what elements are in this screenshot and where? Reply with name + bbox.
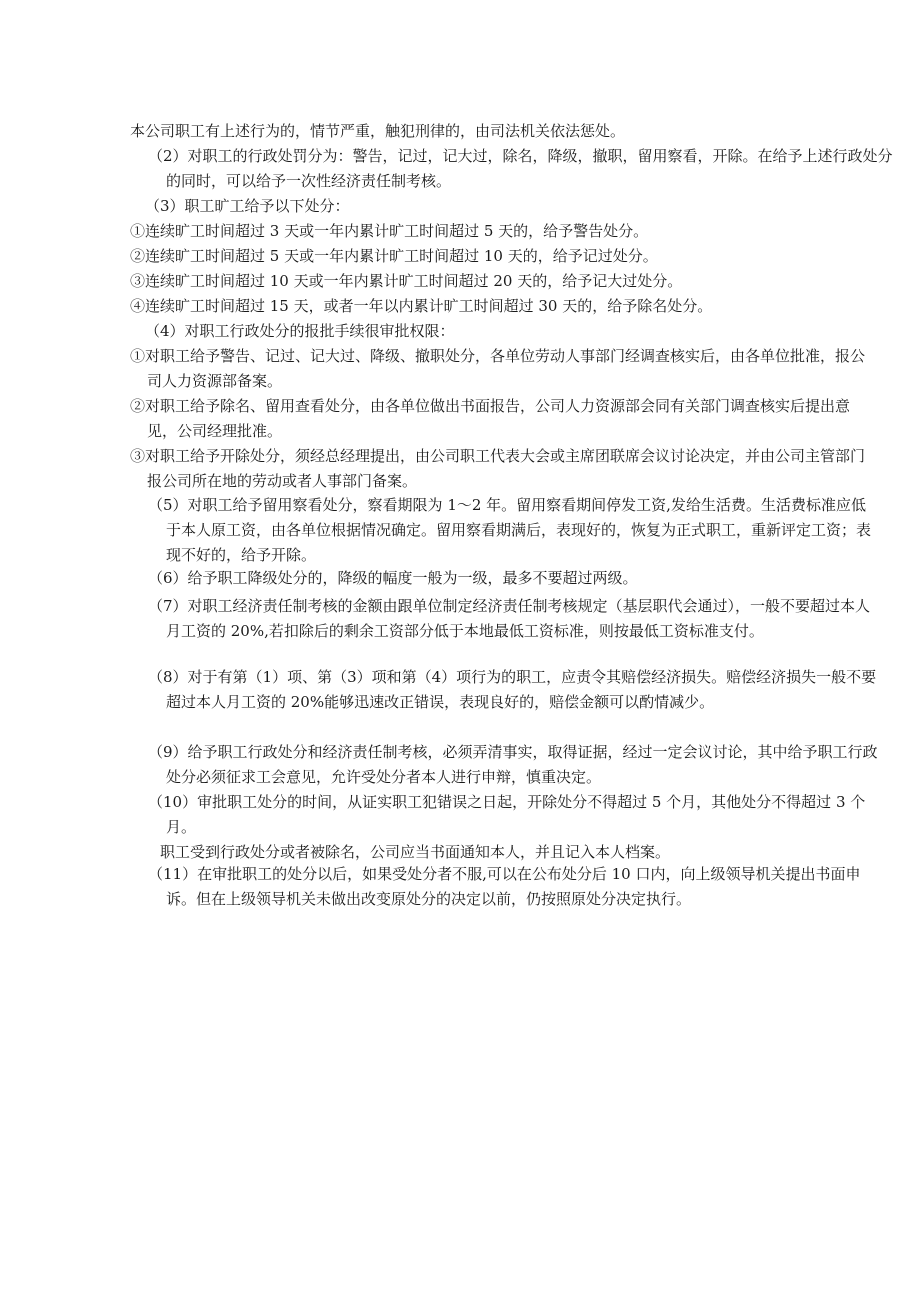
list-item-approval-1: ①对职工给予警告、记过、记大过、降级、撤职处分，各单位劳动人事部门经调查核实后，由各单位批准，报公司人力资源部备案。 [130, 347, 866, 390]
list-item-absence-2: ②连续旷工时间超过 5 天或一年内累计旷工时间超过 10 天的，给予记过处分。 [130, 247, 658, 265]
list-item-absence-4: ④连续旷工时间超过 15 天，或者一年以内累计旷工时间超过 30 天的，给予除名处分。 [130, 297, 713, 315]
paragraph-approval-heading: （4）对职工行政处分的报批手续很审批权限： [145, 322, 455, 340]
paragraph-penalty-types: （2）对职工的行政处罚分为：警告，记过，记大过，除名，降级，撤职，留用察看，开除。在给予上述行政处分的同时，可以给予一次性经济责任制考核。 [148, 147, 893, 190]
paragraph-probation: （5）对职工给予留用察看处分，察看期限为 1～2 年。留用察看期间停发工资,发给生活费。生活费标准应低于本人原工资，由各单位根据情况确定。留用察看期满后，表现好的，恢复为正式职工，重新评定工资；表现不好的，给予开除。 [148, 496, 872, 564]
paragraph-time-limit: （10）审批职工处分的时间，从证实职工犯错误之日起，开除处分不得超过 5 个月，其他处分不得超过 3 个月。 [148, 793, 866, 836]
paragraph-appeal: （11）在审批职工的处分以后，如果受处分者不服,可以在公布处分后 10 口内，向上级领导机关提出书面申诉。但在上级领导机关未做出改变原处分的决定以前，仍按照原处分决定执行。 [148, 865, 861, 908]
paragraph-compensation: （8）对于有第（1）项、第（3）项和第（4）项行为的职工，应责令其赔偿经济损失。赔偿经济损失一般不要超过本人月工资的 20%能够迅速改正错误，表现良好的，赔偿金额可以酌情减少。 [148, 668, 877, 711]
paragraph-economic-assessment: （7）对职工经济责任制考核的金额由跟单位制定经济责任制考核规定（基层职代会通过），一般不要超过本人月工资的 20%,若扣除后的剩余工资部分低于本地最低工资标准，则按最低工资标准支付。 [148, 597, 871, 640]
paragraph-evidence: （9）给予职工行政处分和经济责任制考核，必须弄清事实，取得证据，经过一定会议讨论，其中给予职工行政处分必须征求工会意见，允许受处分者本人进行申辩，慎重决定。 [148, 743, 878, 786]
paragraph-absence-heading: （3）职工旷工给予以下处分： [145, 197, 350, 215]
list-item-absence-3: ③连续旷工时间超过 10 天或一年内累计旷工时间超过 20 天的，给予记大过处分。 [130, 272, 683, 290]
paragraph-demotion: （6）给予职工降级处分的，降级的幅度一般为一级，最多不要超过两级。 [148, 569, 638, 587]
paragraph-criminal-liability: 本公司职工有上述行为的，情节严重，触犯刑律的，由司法机关依法惩处。 [130, 122, 626, 140]
list-item-approval-2: ②对职工给予除名、留用查看处分，由各单位做出书面报告，公司人力资源部会同有关部门调查核实后提出意见，公司经理批准。 [130, 397, 851, 440]
list-item-absence-1: ①连续旷工时间超过 3 天或一年内累计旷工时间超过 5 天的，给予警告处分。 [130, 222, 649, 240]
paragraph-notification: 职工受到行政处分或者被除名，公司应当书面通知本人，并且记入本人档案。 [160, 843, 671, 861]
list-item-approval-3: ③对职工给予开除处分，须经总经理提出，由公司职工代表大会或主席团联席会议讨论决定，并由公司主管部门报公司所在地的劳动或者人事部门备案。 [130, 447, 866, 490]
